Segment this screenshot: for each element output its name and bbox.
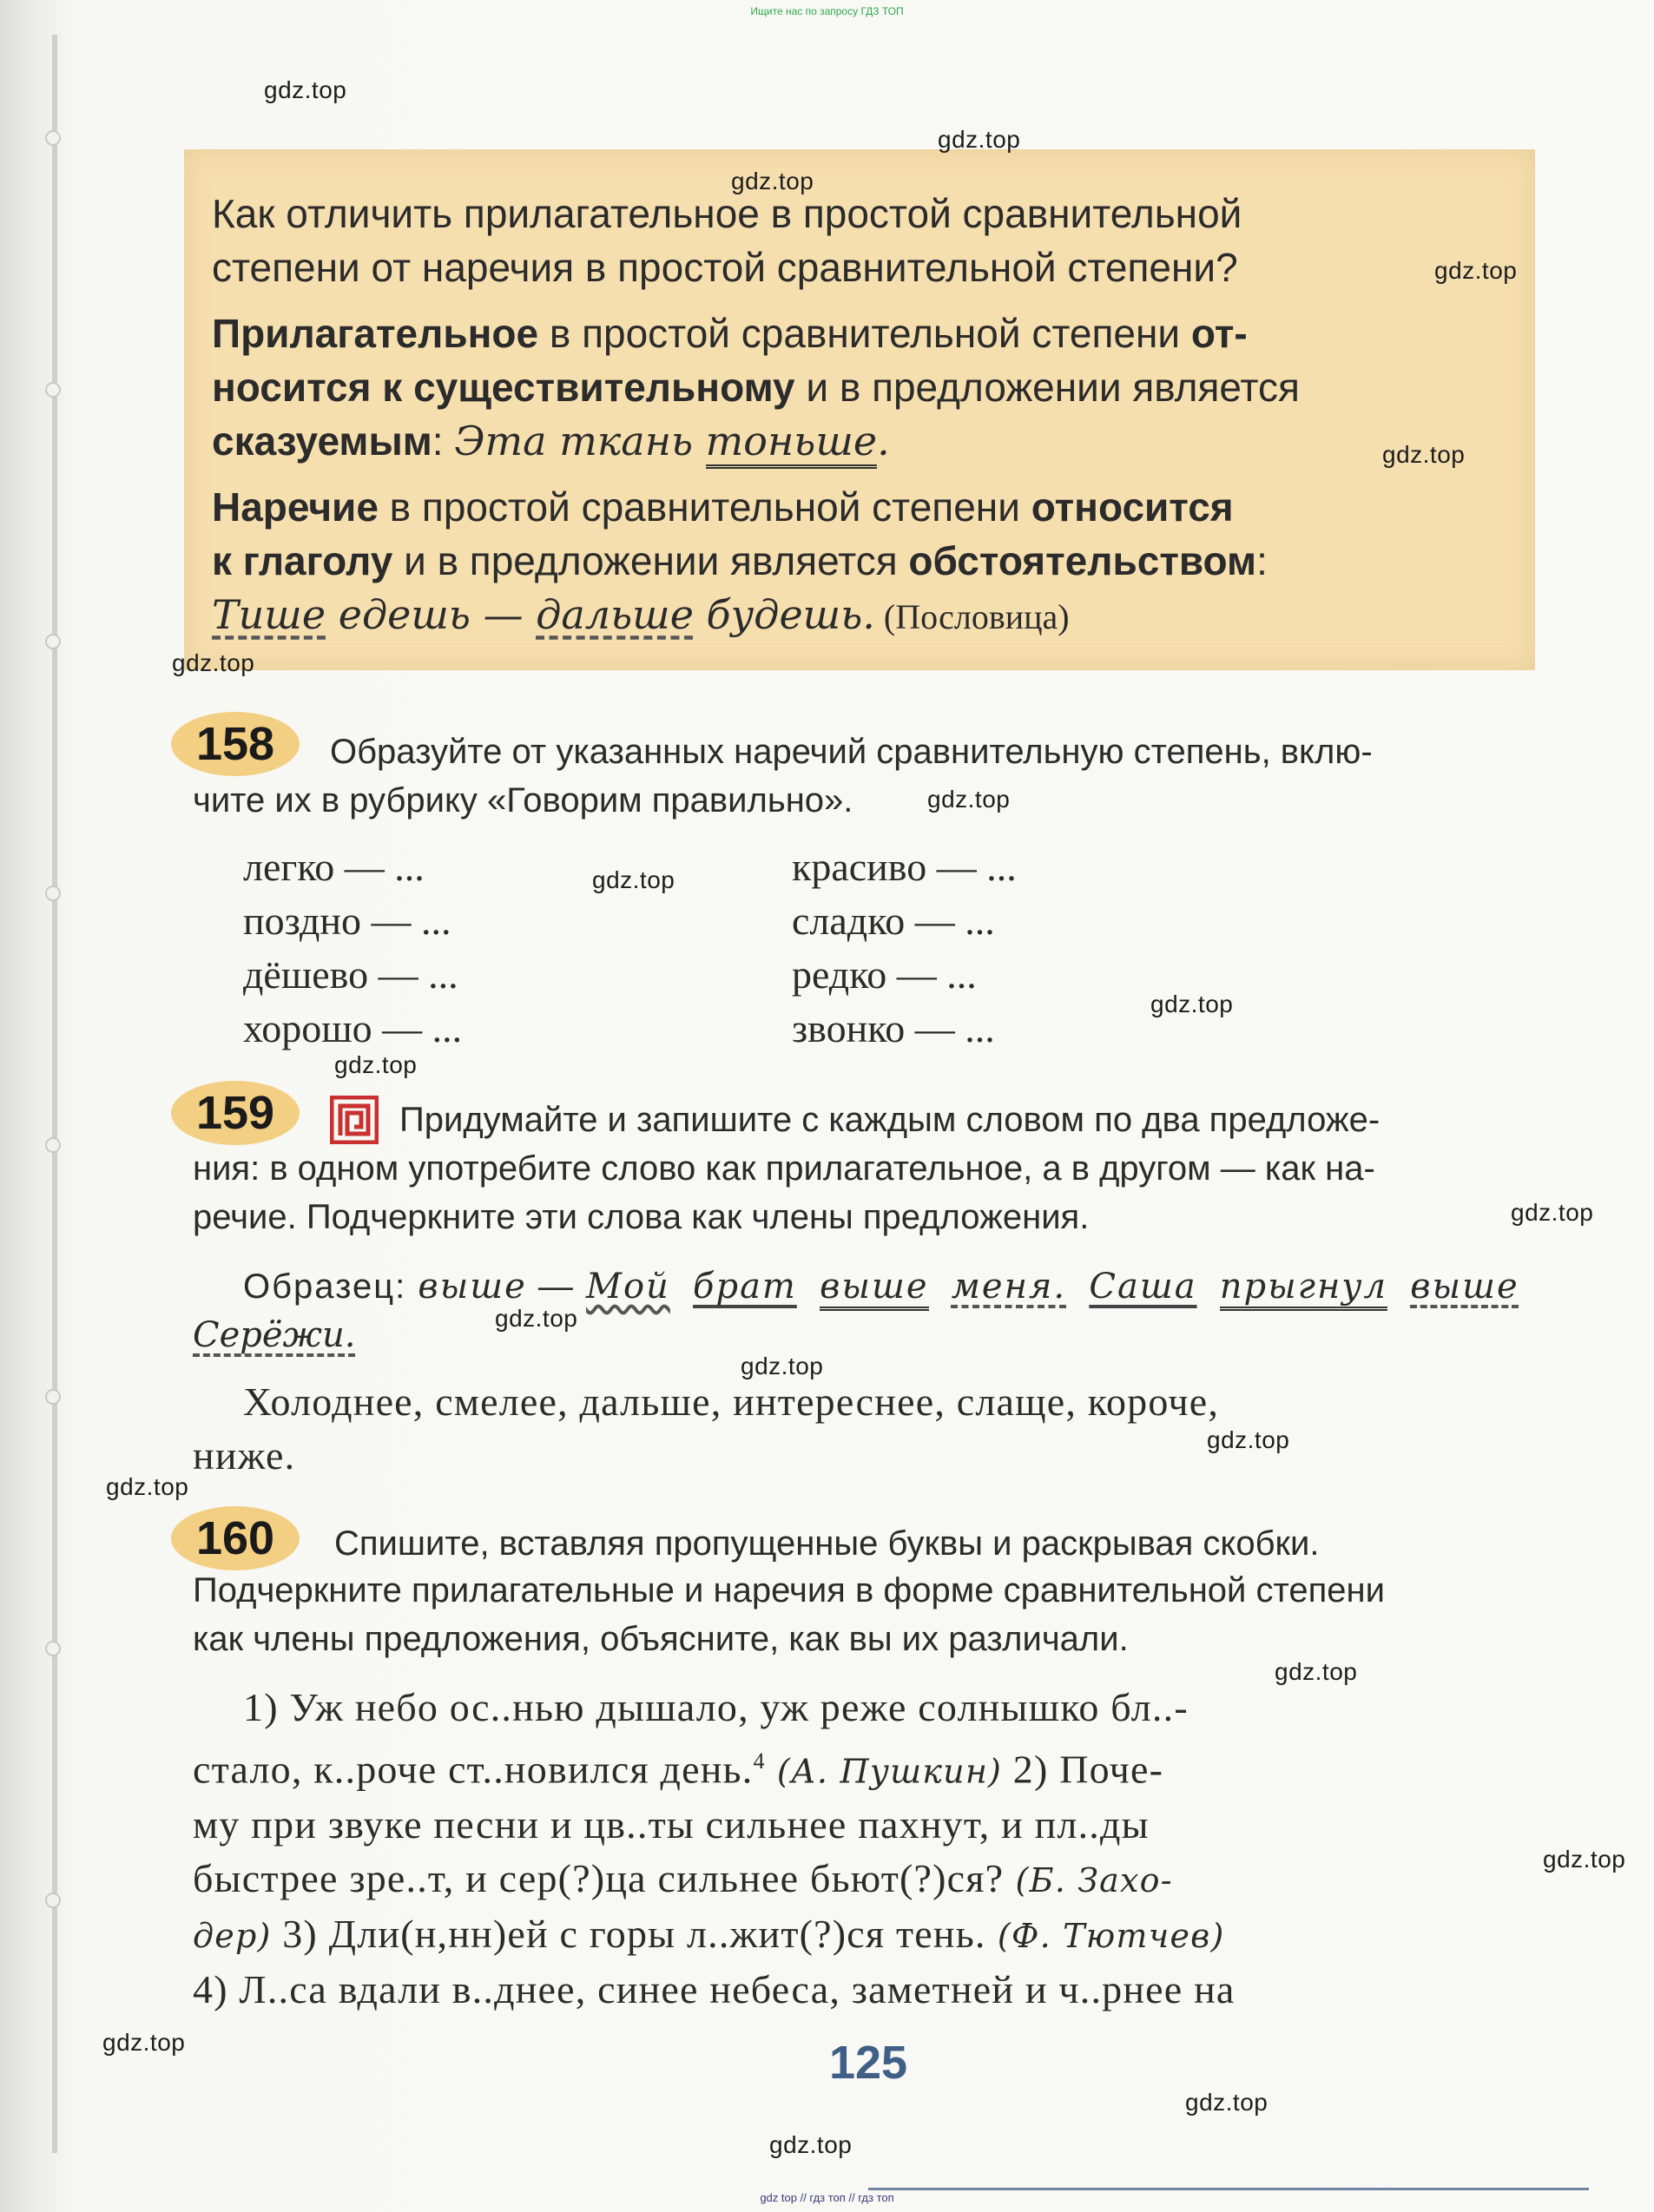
exercise-159-words (243, 1375, 1545, 1429)
adverb-list-column-2 (792, 840, 1017, 1056)
adverb-item: легко — ... (243, 845, 425, 889)
rule-text-fragment: : (432, 418, 455, 464)
text-fragment: быстрее зре..т, и сер(?)ца сильнее бьют(?)ся? (193, 1856, 1005, 1901)
adverb-item: сладко — ... (792, 899, 995, 943)
text-line (193, 1735, 1547, 1798)
watermark: gdz.top (741, 1353, 824, 1379)
watermark: gdz.top (172, 649, 255, 676)
watermark: gdz.top (927, 786, 1011, 813)
watermark: gdz.top (1511, 1199, 1594, 1226)
example-source: (Пословица) (874, 597, 1070, 636)
sample-token: Мой (586, 1267, 670, 1307)
word-list-line: ниже. (193, 1433, 296, 1478)
watermark: gdz.top (592, 866, 675, 893)
sample-token: Серёжи. (193, 1315, 356, 1355)
binding-hole (45, 382, 61, 398)
sample-dash: — (526, 1267, 586, 1306)
sample-token: выше (820, 1267, 928, 1311)
task-line: Придумайте и запишите с каждым словом по два предложе- (399, 1101, 1381, 1139)
footnote-mark: 4 (753, 1748, 766, 1774)
sample-label: Образец: (243, 1267, 418, 1306)
binding-hole (45, 1137, 61, 1153)
rule-text-fragment: : (1256, 538, 1268, 583)
watermark: gdz.top (495, 1305, 578, 1332)
text-line (193, 1852, 1547, 1907)
task-line: речие. Подчеркните эти слова как члены предложения. (193, 1198, 1090, 1236)
page-number: 125 (828, 2037, 908, 2089)
author-name: дер) (193, 1917, 272, 1956)
example-text: едешь — (326, 591, 537, 638)
rule-adjective-line (212, 360, 1514, 414)
sample-token: прыгнул (1220, 1267, 1387, 1311)
binding-hole (45, 1641, 61, 1656)
exercise-number-badge: 160 (171, 1506, 300, 1570)
rule-text (212, 187, 1514, 644)
page-binding (52, 35, 57, 2153)
text-line (193, 1907, 1547, 1963)
task-line: Подчеркните прилагательные и наречия в форме сравнительной степени (193, 1571, 1385, 1610)
watermark: gdz.top (1382, 441, 1466, 468)
example-adverbial: дальше (536, 591, 694, 638)
watermark: gdz.top (938, 126, 1021, 153)
term-adverbial: обстоятельством (908, 538, 1257, 583)
rule-adjective-line (212, 306, 1514, 360)
binding-hole (45, 130, 61, 146)
task-line: ния: в одном употребите слово как прилагательное, а в другом — как на- (193, 1149, 1375, 1188)
example-text: . (877, 418, 890, 464)
header-search-link[interactable]: Ищите нас по запросу ГДЗ ТОП (750, 5, 904, 17)
exercise-159-task (399, 1096, 1545, 1144)
example-adverbial: Тише (212, 591, 326, 638)
watermark: gdz.top (1150, 991, 1234, 1017)
example-text: будешь. (693, 591, 875, 638)
exercise-number-badge: 158 (171, 712, 300, 776)
binding-hole (45, 1389, 61, 1405)
rule-bold-fragment: к глаголу (212, 538, 393, 583)
adverb-item: красиво — ... (792, 845, 1017, 889)
adverb-item: редко — ... (792, 952, 977, 997)
exercise-159-words-cont (193, 1429, 295, 1483)
term-adjective: Прилагательное (212, 311, 539, 356)
watermark: gdz.top (102, 2029, 186, 2056)
binding-hole (45, 634, 61, 649)
rule-text-fragment: и в предложении является (794, 365, 1300, 410)
rule-text-fragment: в простой сравнительной степени (538, 311, 1191, 356)
watermark: gdz.top (1434, 257, 1518, 284)
author-name: (Б. Захо- (1004, 1861, 1173, 1900)
footer-links[interactable]: gdz top // гдз топ // гдз топ (760, 2191, 894, 2204)
text-line: 4) Л..са вдали в..днее, синее небеса, заметней и ч..рнее на (193, 1967, 1236, 2012)
adverb-item: поздно — ... (243, 899, 451, 943)
rule-question-line: Как отличить прилагательное в простой сравнительной (212, 191, 1242, 236)
task-line: как члены предложения, объясните, как вы их различали. (193, 1620, 1129, 1658)
task-line: чите их в рубрику «Говорим правильно». (193, 781, 853, 820)
adverb-item: дёшево — ... (243, 952, 458, 997)
rule-adverb-example (212, 588, 1514, 644)
example-predicate: тоньше (706, 418, 877, 469)
rule-adverb-line (212, 480, 1514, 534)
watermark: gdz.top (1185, 2089, 1269, 2116)
rule-adverb-line (212, 534, 1514, 588)
author-name: (Ф. Тютчев) (985, 1917, 1225, 1956)
exercise-160-task-cont (193, 1566, 1547, 1663)
maze-icon (330, 1096, 379, 1144)
watermark: gdz.top (769, 2131, 853, 2158)
rule-adjective-line (212, 414, 1514, 468)
watermark: gdz.top (1275, 1658, 1358, 1685)
watermark: gdz.top (334, 1051, 418, 1078)
adverb-item: хорошо — ... (243, 1006, 463, 1050)
exercise-number-badge: 159 (171, 1081, 300, 1145)
sample-token: выше (1410, 1267, 1519, 1307)
rule-question-line: степени от наречия в простой сравнительной степени? (212, 245, 1238, 290)
watermark: gdz.top (1543, 1846, 1626, 1873)
adverb-list-column-1 (243, 840, 462, 1056)
task-line: Спишите, вставляя пропущенные буквы и раскрывая скобки. (334, 1524, 1320, 1563)
word-list-line: Холоднее, смелее, дальше, интереснее, слаще, короче, (243, 1379, 1220, 1424)
sample-line (243, 1262, 1545, 1311)
watermark: gdz.top (731, 168, 814, 194)
rule-bold-fragment: относится (1031, 484, 1234, 530)
adverb-item: звонко — ... (792, 1006, 995, 1050)
sample-token: меня. (951, 1267, 1067, 1307)
sample-token: брат (693, 1267, 797, 1307)
rule-text-fragment: в простой сравнительной степени (378, 484, 1031, 530)
binding-hole (45, 1893, 61, 1908)
author-name: (А. Пушкин) (765, 1752, 1003, 1791)
watermark: gdz.top (1207, 1426, 1290, 1453)
exercise-160-text (193, 1681, 1547, 2017)
rule-bold-fragment: носится к существительному (212, 365, 795, 410)
exercise-160-task (334, 1519, 1550, 1568)
text-fragment: стало, к..роче ст..новился день. (193, 1747, 754, 1792)
watermark: gdz.top (106, 1473, 189, 1500)
exercise-158-task (330, 727, 1545, 776)
rule-text-fragment: и в предложении является (392, 538, 909, 583)
sample-word: выше (418, 1267, 527, 1307)
rule-bold-fragment: от- (1190, 311, 1248, 356)
sample-line-cont (193, 1311, 356, 1359)
watermark: gdz.top (264, 76, 347, 103)
text-fragment: 2) Поче- (1002, 1747, 1164, 1792)
text-line: му при звуке песни и цв..ты сильнее пахнут, и пл..ды (193, 1802, 1150, 1847)
term-adverb: Наречие (212, 484, 379, 530)
sample-token: Саша (1089, 1267, 1197, 1307)
term-predicate: сказуемым (212, 418, 432, 464)
example-text: Эта ткань (454, 418, 706, 464)
exercise-159-task-cont (193, 1144, 1547, 1241)
page-footer-line (868, 2188, 1589, 2190)
text-fragment: 3) Дли(н,нн)ей с горы л..жит(?)ся тень. (271, 1912, 986, 1957)
binding-hole (45, 885, 61, 901)
text-line: 1) Уж небо ос..нью дышало, уж реже солнышко бл..- (243, 1685, 1189, 1729)
task-line: Образуйте от указанных наречий сравнительную степень, вклю- (330, 733, 1373, 771)
exercise-158-task-cont (193, 776, 1539, 825)
